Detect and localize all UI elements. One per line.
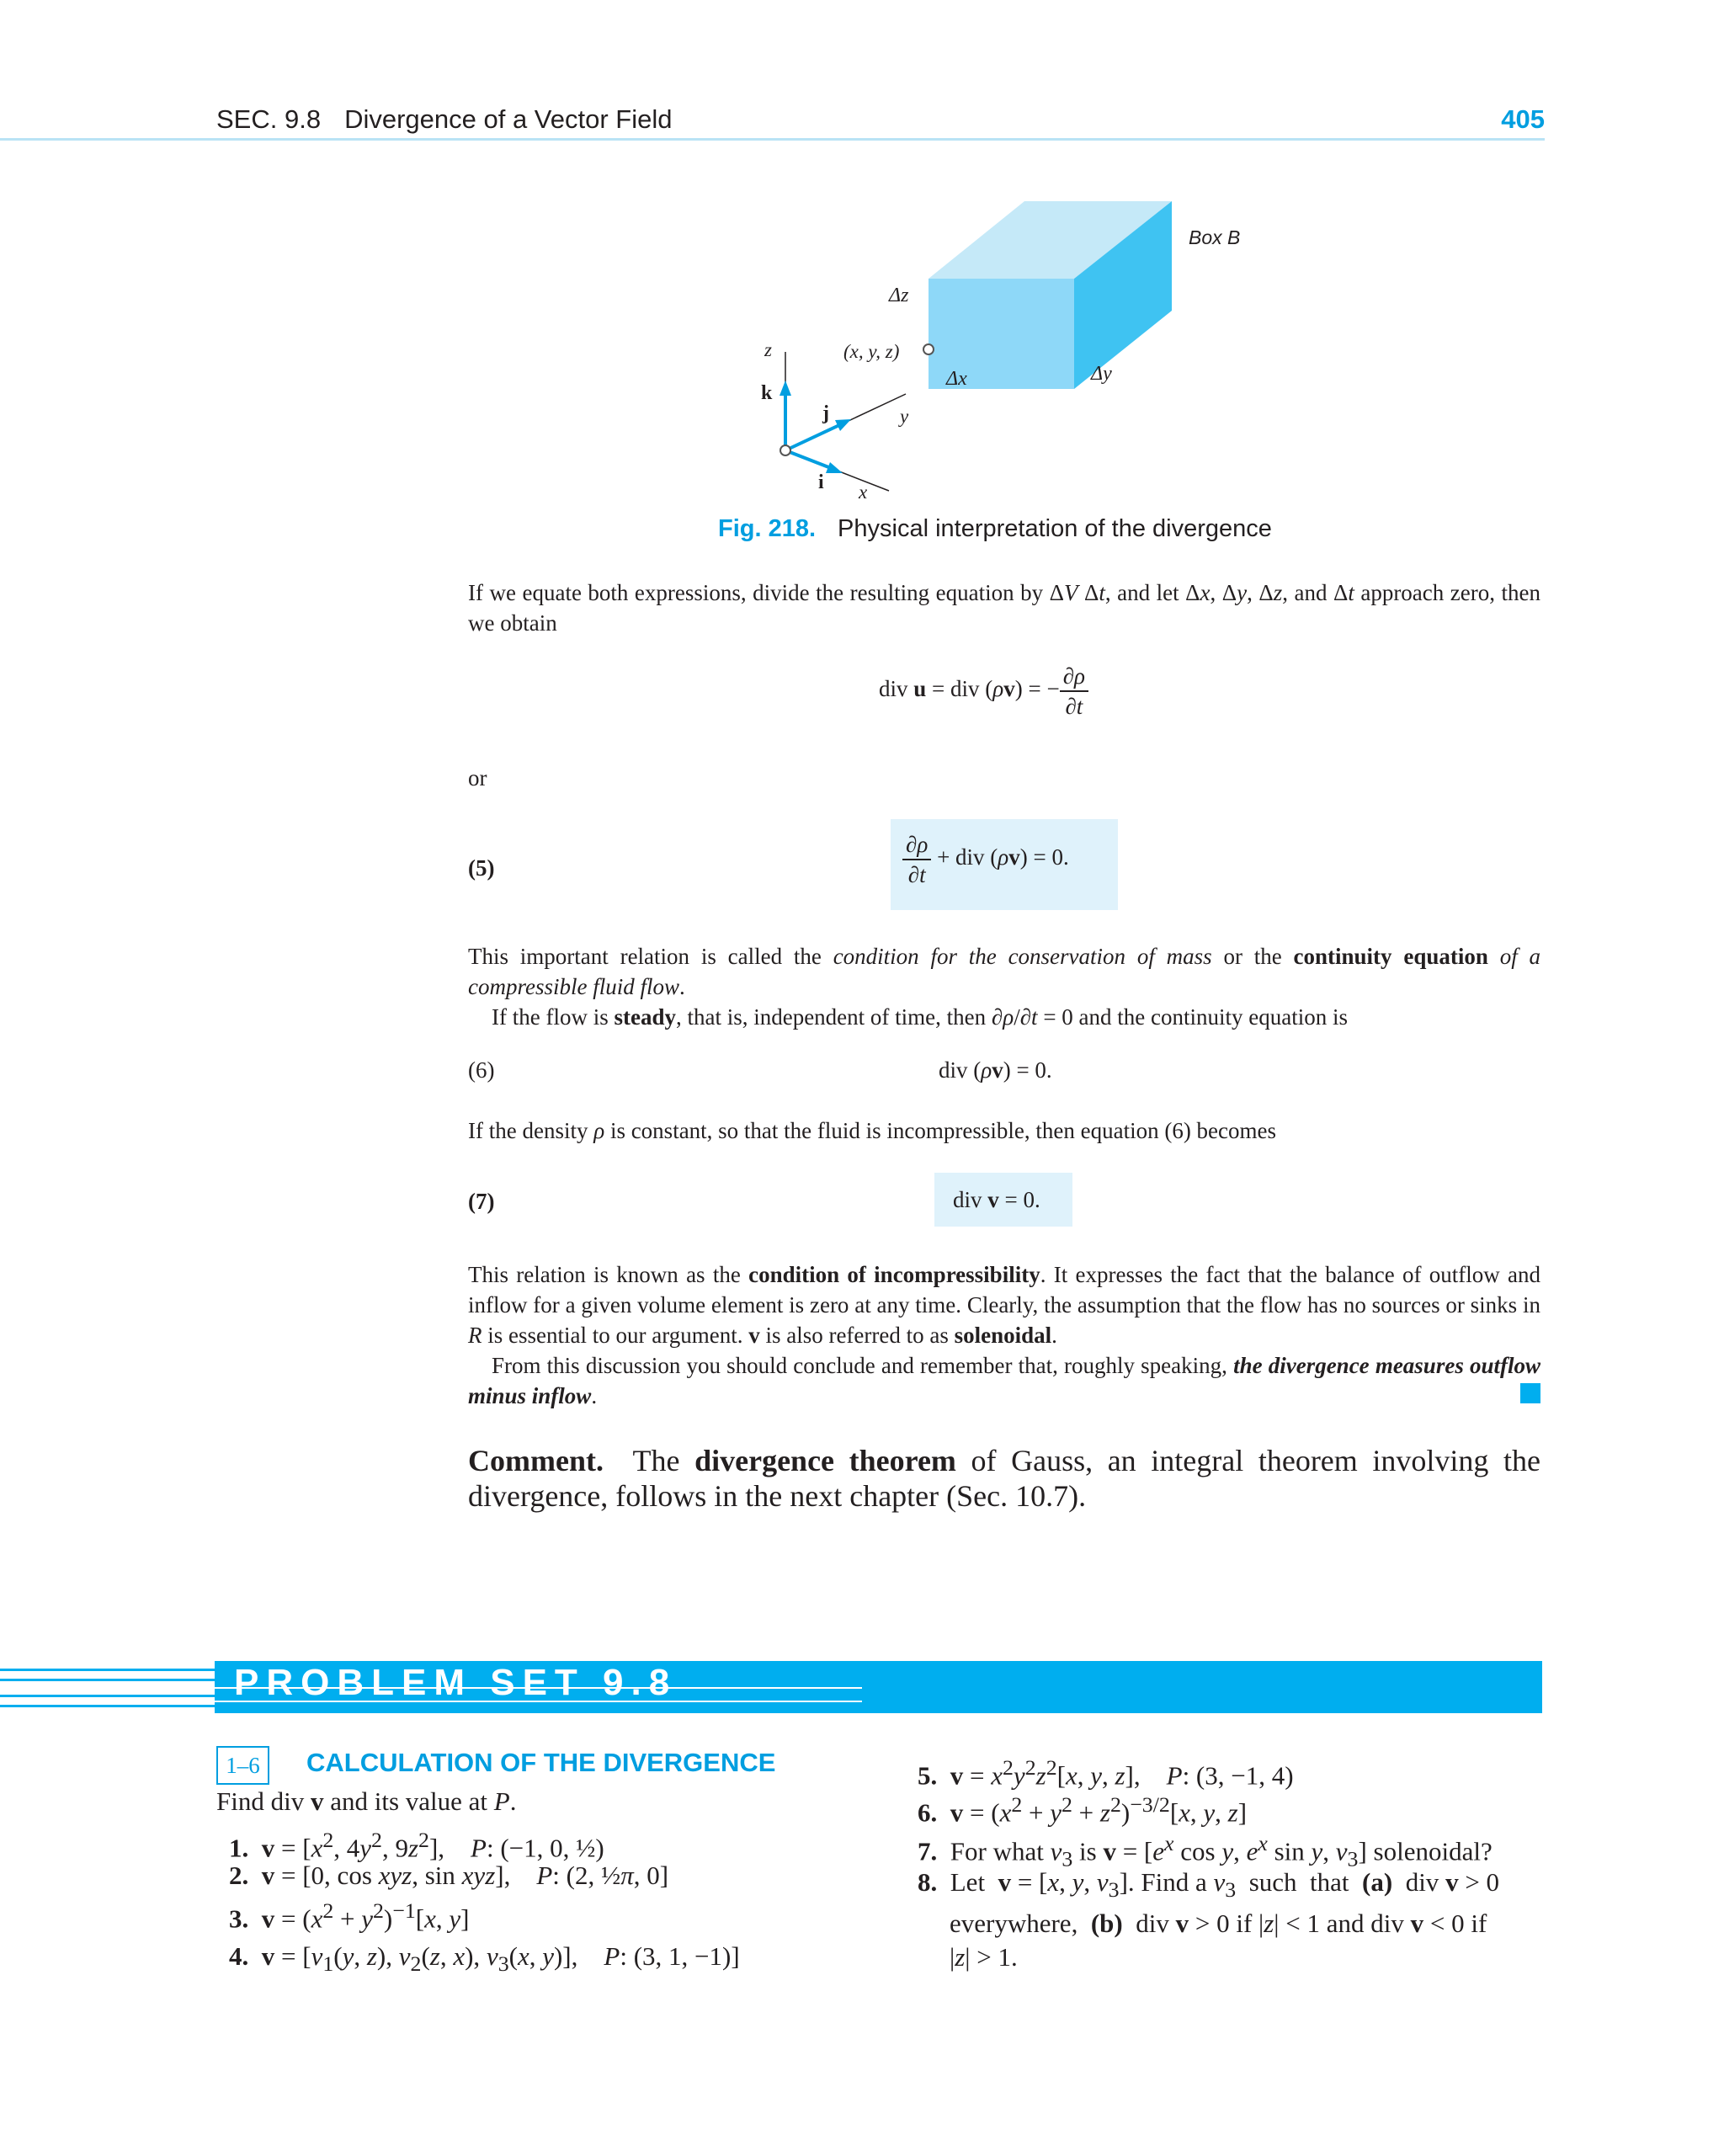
paragraph-2: This important relation is called the condition for the conservation of mass or the continuity equation of a compressible fluid flow. If the flow is steady, that is, independent of time, then ∂ρ/∂t = 0 and the continuity equation is <box>468 944 1540 1030</box>
j-arrowhead <box>835 419 851 431</box>
paragraph-1: If we equate both expressions, divide the resulting equation by ΔV Δt, and let Δx, Δy, Δz, and Δt approach zero, then we obtain <box>468 580 1540 636</box>
or-text: or <box>468 765 487 791</box>
equation-5: $\frac{\partial\rho}{\partial t}$ + div (ρv) = 0. <box>902 830 1069 889</box>
x-axis-label: x <box>859 482 868 503</box>
k-arrowhead <box>780 381 791 396</box>
problem-1: 1. $v = [x^2$, $4y^2$, $9z^2$], P: (−1, 0, ½) <box>229 1828 604 1863</box>
problem-2: 2. v = [0, cos xyz, sin xyz], P: (2, ½π, 0] <box>229 1861 669 1890</box>
equation-6-number: (6) <box>468 1057 495 1083</box>
paragraph-3: If the density ρ is constant, so that the fluid is incompressible, then equation (6) becomes <box>468 1118 1277 1143</box>
running-head <box>216 104 673 135</box>
figure-number: Fig. 218. <box>718 515 817 542</box>
problem-7: 7. For what $v_3$ is $v = [e^x$ cos y, $e^x$ sin y, $v_3$] solenoidal? <box>918 1831 1493 1871</box>
k-label: k <box>761 382 773 404</box>
problem-8: 8. Let v = [x, y, $v_3$]. Find a $v_3$ such that (a) div v > 0 everywhere, (b) div v > 0 if |z| < 1 and div v < 0 if |z| > 1. <box>918 1867 1500 1972</box>
problem-section-title: CALCULATION OF THE DIVERGENCE <box>306 1748 776 1777</box>
box-figure <box>741 194 1330 505</box>
end-of-proof-square <box>1520 1383 1540 1403</box>
banner-rule-4 <box>0 1705 862 1707</box>
problem-range-box: 1–6 <box>216 1746 269 1785</box>
point-label: (x, y, z) <box>843 341 900 362</box>
origin-marker <box>780 445 790 455</box>
equation-6: div (ρv) = 0. <box>939 1057 1052 1083</box>
i-arrowhead <box>826 462 843 473</box>
problem-6: 6. $v = (x^2 + y^2 + z^2)^{-3/2}[x$, y, z] <box>918 1792 1248 1828</box>
figure-caption <box>718 515 1272 543</box>
i-label: i <box>818 471 824 493</box>
j-label: j <box>822 402 829 424</box>
problem-3: 3. $v = (x^2 + y^2)^{-1}[x$, y] <box>229 1898 470 1934</box>
dy-label: Δy <box>1091 363 1112 385</box>
problem-5: 5. $v = x^2y^2z^2[x$, y, z], P: (3, −1, 4) <box>918 1755 1294 1791</box>
box-label: Box B <box>1189 226 1241 248</box>
figure-caption-text: Physical interpretation of the divergence <box>838 515 1272 542</box>
problem-4: 4. $v = [v_1(y$, z), $v_2(z$, x), $v_3(x$, y)], P: (3, 1, −1)] <box>229 1941 740 1977</box>
point-marker <box>923 344 934 354</box>
y-axis-label: y <box>900 406 909 427</box>
header-rule <box>0 138 1545 141</box>
page-number: 405 <box>1501 104 1545 134</box>
equation-5-number: (5) <box>468 855 495 881</box>
paragraph-4: This relation is known as the condition of incompressibility. It expresses the fact that the balance of outflow and inflow for a given volume element is zero at any time. Clearly, the assumption that the flow has no sources or sinks in R is essential to our argument. v is also referred to as solenoidal. From this discussion you should conclude and remember that, roughly speaking, the divergence measures outflow minus inflow. <box>468 1262 1540 1408</box>
problem-instruction: Find div v and its value at P. <box>216 1786 517 1816</box>
section-title: Divergence of a Vector Field <box>344 104 673 134</box>
z-axis-label: z <box>764 339 772 360</box>
equation-7-number: (7) <box>468 1189 495 1214</box>
i-vector <box>785 450 831 468</box>
comment-paragraph: Comment. The divergence theorem of Gauss, an integral theorem involving the divergence, follows in the next chapter (Sec. 10.7). <box>468 1444 1540 1513</box>
problem-set-title: PROBLEM SET 9.8 <box>234 1662 678 1703</box>
j-vector <box>785 425 839 450</box>
dz-label: Δz <box>889 285 909 306</box>
equation-div-u: div u = div (ρv) = − $\frac{\partial\rho}{\partial t}$ <box>879 662 1088 721</box>
dx-label: Δx <box>946 368 967 390</box>
section-label: SEC. 9.8 <box>216 104 322 134</box>
equation-7: div v = 0. <box>953 1187 1040 1212</box>
